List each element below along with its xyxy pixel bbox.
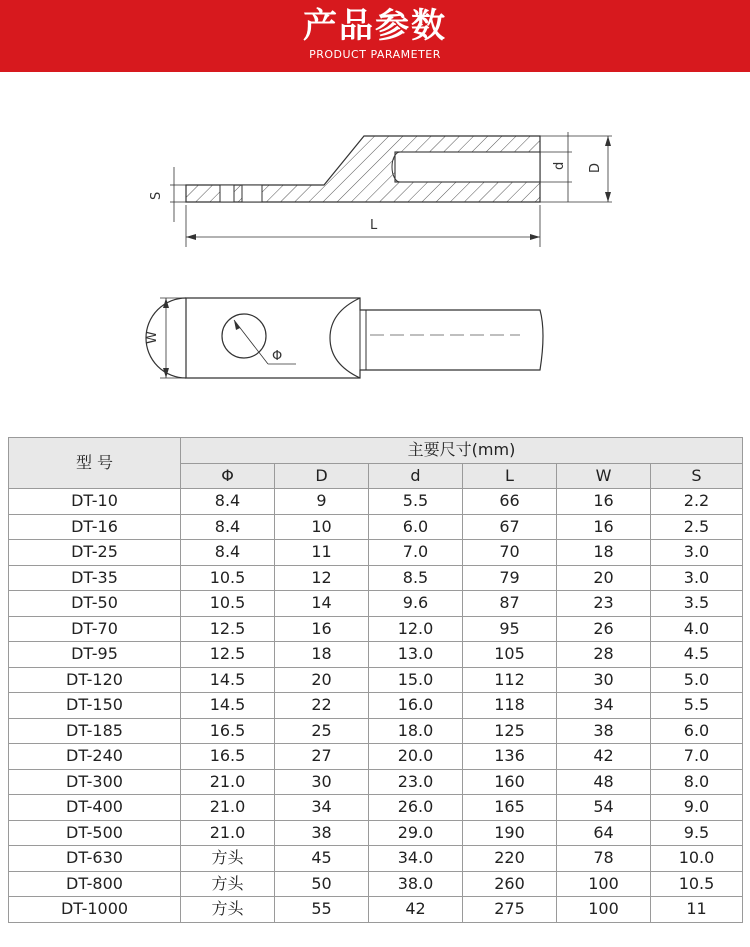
cell-D: 12	[275, 565, 369, 591]
cell-D: 18	[275, 642, 369, 668]
cell-L: 220	[463, 846, 557, 872]
cell-S: 8.0	[651, 769, 743, 795]
cell-d: 6.0	[369, 514, 463, 540]
cell-L: 165	[463, 795, 557, 821]
table-row	[9, 693, 743, 719]
cell-phi: 方头	[181, 846, 275, 872]
cell-L: 260	[463, 871, 557, 897]
cell-D: 9	[275, 489, 369, 515]
cell-D: 22	[275, 693, 369, 719]
cell-model: DT-630	[9, 846, 181, 872]
cell-phi: 21.0	[181, 769, 275, 795]
cell-L: 160	[463, 769, 557, 795]
cell-L: 66	[463, 489, 557, 515]
cell-L: 112	[463, 667, 557, 693]
cell-model: DT-16	[9, 514, 181, 540]
label-d-large: D	[588, 162, 603, 173]
cell-D: 34	[275, 795, 369, 821]
cell-S: 3.5	[651, 591, 743, 617]
cell-W: 42	[557, 744, 651, 770]
cell-d: 7.0	[369, 540, 463, 566]
table-row	[9, 514, 743, 540]
table-row	[9, 489, 743, 515]
cell-W: 78	[557, 846, 651, 872]
cell-W: 16	[557, 514, 651, 540]
cell-W: 26	[557, 616, 651, 642]
header-col-D: D	[275, 463, 369, 489]
page-subtitle: PRODUCT PARAMETER	[309, 48, 441, 61]
cell-d: 34.0	[369, 846, 463, 872]
cell-S: 10.0	[651, 846, 743, 872]
cell-model: DT-25	[9, 540, 181, 566]
cell-d: 5.5	[369, 489, 463, 515]
header-banner	[0, 0, 750, 72]
cell-phi: 16.5	[181, 744, 275, 770]
cell-W: 34	[557, 693, 651, 719]
cell-model: DT-1000	[9, 897, 181, 923]
cell-W: 18	[557, 540, 651, 566]
header-col-phi: Φ	[181, 463, 275, 489]
header-col-L: L	[463, 463, 557, 489]
label-w: W	[145, 331, 160, 344]
cell-model: DT-120	[9, 667, 181, 693]
cell-W: 30	[557, 667, 651, 693]
cell-L: 67	[463, 514, 557, 540]
cell-W: 100	[557, 897, 651, 923]
cell-d: 18.0	[369, 718, 463, 744]
cell-S: 6.0	[651, 718, 743, 744]
spec-table	[8, 437, 743, 923]
cell-S: 10.5	[651, 871, 743, 897]
cell-model: DT-50	[9, 591, 181, 617]
cell-W: 20	[557, 565, 651, 591]
cell-W: 38	[557, 718, 651, 744]
table-row	[9, 871, 743, 897]
cell-d: 9.6	[369, 591, 463, 617]
cell-L: 275	[463, 897, 557, 923]
cell-d: 26.0	[369, 795, 463, 821]
cell-d: 15.0	[369, 667, 463, 693]
cell-D: 25	[275, 718, 369, 744]
cell-W: 23	[557, 591, 651, 617]
cell-D: 11	[275, 540, 369, 566]
cell-S: 2.2	[651, 489, 743, 515]
cell-W: 64	[557, 820, 651, 846]
cell-phi: 12.5	[181, 616, 275, 642]
cell-L: 125	[463, 718, 557, 744]
cell-L: 105	[463, 642, 557, 668]
label-l: L	[370, 218, 378, 233]
cell-d: 23.0	[369, 769, 463, 795]
cell-d: 8.5	[369, 565, 463, 591]
cell-L: 95	[463, 616, 557, 642]
cell-model: DT-300	[9, 769, 181, 795]
cell-d: 38.0	[369, 871, 463, 897]
side-view	[170, 132, 612, 247]
cell-D: 20	[275, 667, 369, 693]
cell-L: 118	[463, 693, 557, 719]
cell-model: DT-70	[9, 616, 181, 642]
cell-W: 100	[557, 871, 651, 897]
table-row	[9, 565, 743, 591]
cell-L: 136	[463, 744, 557, 770]
page-title: 产品参数	[303, 6, 447, 46]
cell-S: 4.0	[651, 616, 743, 642]
cell-L: 79	[463, 565, 557, 591]
cell-W: 28	[557, 642, 651, 668]
cell-phi: 8.4	[181, 489, 275, 515]
cell-S: 3.0	[651, 540, 743, 566]
label-phi: Φ	[272, 349, 283, 364]
cell-S: 11	[651, 897, 743, 923]
cell-model: DT-150	[9, 693, 181, 719]
table-row	[9, 616, 743, 642]
cell-phi: 21.0	[181, 795, 275, 821]
cell-d: 16.0	[369, 693, 463, 719]
cell-phi: 8.4	[181, 540, 275, 566]
cell-S: 5.0	[651, 667, 743, 693]
cell-model: DT-800	[9, 871, 181, 897]
cell-phi: 12.5	[181, 642, 275, 668]
cell-phi: 8.4	[181, 514, 275, 540]
header-model: 型 号	[9, 438, 181, 489]
cell-d: 29.0	[369, 820, 463, 846]
cell-phi: 16.5	[181, 718, 275, 744]
cell-W: 54	[557, 795, 651, 821]
cell-phi: 10.5	[181, 591, 275, 617]
cell-D: 16	[275, 616, 369, 642]
cell-D: 55	[275, 897, 369, 923]
cell-phi: 14.5	[181, 693, 275, 719]
table-row	[9, 820, 743, 846]
cell-d: 13.0	[369, 642, 463, 668]
header-col-W: W	[557, 463, 651, 489]
table-row	[9, 540, 743, 566]
header-col-S: S	[651, 463, 743, 489]
cell-W: 16	[557, 489, 651, 515]
cell-L: 70	[463, 540, 557, 566]
label-d-small: d	[552, 161, 567, 170]
table-row	[9, 718, 743, 744]
cell-S: 5.5	[651, 693, 743, 719]
table-row	[9, 897, 743, 923]
cell-model: DT-185	[9, 718, 181, 744]
cell-model: DT-400	[9, 795, 181, 821]
terminal-lug-diagram	[0, 72, 750, 432]
cell-d: 20.0	[369, 744, 463, 770]
table-row	[9, 846, 743, 872]
table-row	[9, 667, 743, 693]
header-col-d: d	[369, 463, 463, 489]
cell-D: 38	[275, 820, 369, 846]
cell-d: 12.0	[369, 616, 463, 642]
cell-phi: 方头	[181, 897, 275, 923]
cell-D: 50	[275, 871, 369, 897]
cell-phi: 方头	[181, 871, 275, 897]
cell-model: DT-10	[9, 489, 181, 515]
table-row	[9, 795, 743, 821]
table-row	[9, 769, 743, 795]
cell-D: 10	[275, 514, 369, 540]
cell-S: 2.5	[651, 514, 743, 540]
cell-phi: 10.5	[181, 565, 275, 591]
cell-S: 3.0	[651, 565, 743, 591]
cell-model: DT-240	[9, 744, 181, 770]
cell-W: 48	[557, 769, 651, 795]
header-main-dimensions: 主要尺寸(mm)	[181, 438, 743, 464]
cell-D: 14	[275, 591, 369, 617]
table-row	[9, 744, 743, 770]
spec-table-body	[9, 489, 743, 923]
cell-L: 190	[463, 820, 557, 846]
cell-model: DT-500	[9, 820, 181, 846]
cell-S: 9.5	[651, 820, 743, 846]
cell-phi: 14.5	[181, 667, 275, 693]
label-s: S	[149, 191, 164, 200]
cell-D: 30	[275, 769, 369, 795]
cell-S: 9.0	[651, 795, 743, 821]
table-row	[9, 591, 743, 617]
cell-model: DT-35	[9, 565, 181, 591]
cell-L: 87	[463, 591, 557, 617]
cell-d: 42	[369, 897, 463, 923]
cell-phi: 21.0	[181, 820, 275, 846]
cell-D: 45	[275, 846, 369, 872]
cell-D: 27	[275, 744, 369, 770]
cell-S: 7.0	[651, 744, 743, 770]
top-view	[146, 298, 543, 378]
cell-model: DT-95	[9, 642, 181, 668]
table-row	[9, 642, 743, 668]
cell-S: 4.5	[651, 642, 743, 668]
